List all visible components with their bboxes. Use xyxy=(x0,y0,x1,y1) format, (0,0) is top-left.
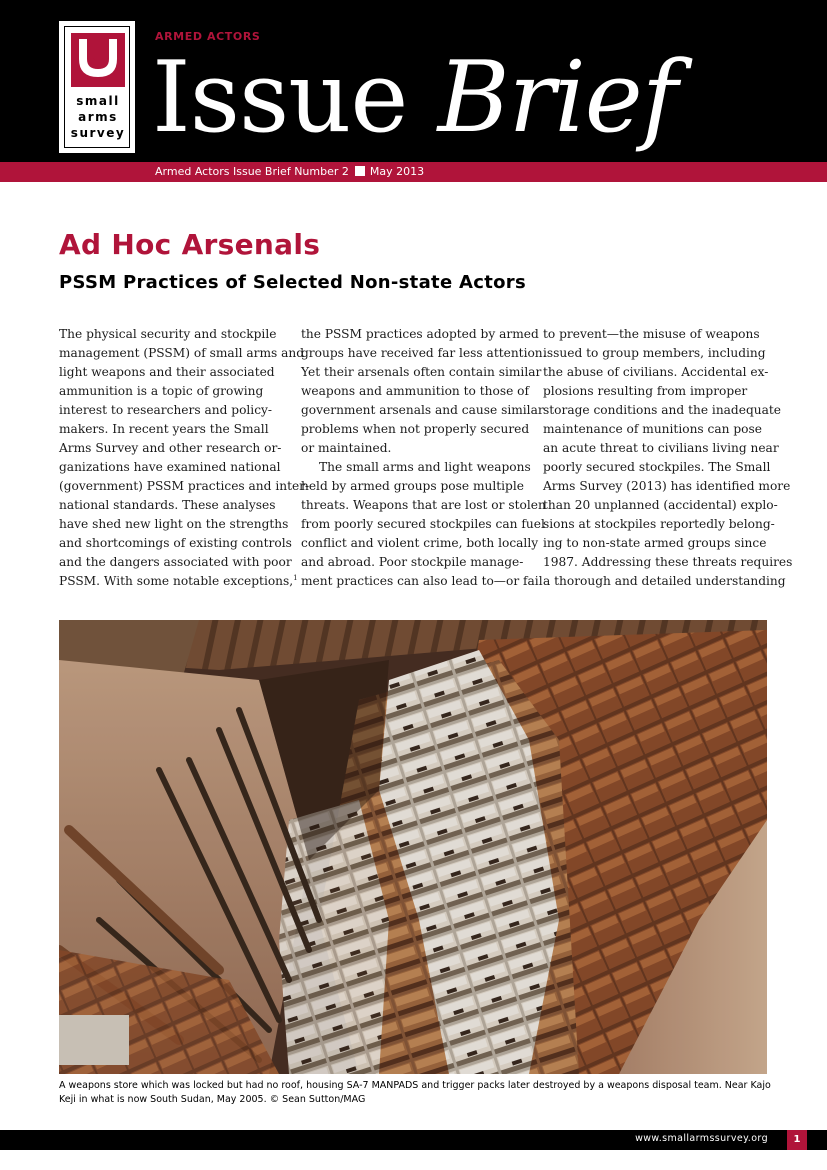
column-line-text: PSSM. With some notable exceptions, xyxy=(59,574,294,588)
column-line: 1987. Addressing these threats requires xyxy=(543,555,793,569)
footnote-marker[interactable]: 1 xyxy=(293,574,298,582)
article-title: Ad Hoc Arsenals xyxy=(59,228,321,261)
logo-wordmark xyxy=(65,93,131,141)
column-line: The small arms and light weapons xyxy=(319,460,531,474)
column-line: interest to researchers and policy- xyxy=(59,403,273,417)
column-line: the abuse of civilians. Accidental ex- xyxy=(543,365,769,379)
issue-number: Armed Actors Issue Brief Number 2 xyxy=(155,165,349,178)
column-line: light weapons and their associated xyxy=(59,365,275,379)
logo-line-1: small xyxy=(76,94,120,108)
weapons-store-photo xyxy=(59,620,767,1074)
column-line: ganizations have examined national xyxy=(59,460,281,474)
column-line: poorly secured stockpiles. The Small xyxy=(543,460,771,474)
column-line: a thorough and detailed understanding xyxy=(543,574,786,588)
column-line: problems when not properly secured xyxy=(301,422,530,436)
column-line: an acute threat to civilians living near xyxy=(543,441,779,455)
column-line: and shortcomings of existing controls xyxy=(59,536,292,550)
column-line: sions at stockpiles reportedly belong- xyxy=(543,517,775,531)
photo-caption: A weapons store which was locked but had no roof, housing SA-7 MANPADS and trigger packs later destroyed by a weapons disposal team. Near Kajo Keji in what is now South Sudan, May 2005. © Sean Sutton/MAG xyxy=(59,1080,771,1105)
column-line: issued to group members, including xyxy=(543,346,766,360)
column-line: makers. In recent years the Small xyxy=(59,422,269,436)
logo-line-3: survey xyxy=(70,126,126,140)
column-line: groups have received far less attention. xyxy=(301,346,547,360)
issue-line xyxy=(155,164,424,180)
column-line: held by armed groups pose multiple xyxy=(301,479,524,493)
column-line-last xyxy=(59,572,298,591)
column-line: (government) PSSM practices and inter- xyxy=(59,479,310,493)
column-line: The physical security and stockpile xyxy=(59,327,277,341)
page-footer xyxy=(0,1130,827,1150)
masthead-word-issue: Issue xyxy=(152,41,408,155)
column-line: than 20 unplanned (accidental) explo- xyxy=(543,498,778,512)
column-line: government arsenals and cause similar xyxy=(301,403,544,417)
website-link[interactable]: www.smallarmssurvey.org xyxy=(635,1133,768,1144)
series-kicker: ARMED ACTORS xyxy=(155,30,261,43)
column-line: the PSSM practices adopted by armed xyxy=(301,327,539,341)
column-line: threats. Weapons that are lost or stolen xyxy=(301,498,546,512)
column-line: from poorly secured stockpiles can fuel xyxy=(301,517,545,531)
column-line: management (PSSM) of small arms and xyxy=(59,346,305,360)
column-line: maintenance of munitions can pose xyxy=(543,422,762,436)
masthead-word-brief: Brief xyxy=(437,41,678,155)
small-arms-survey-logo xyxy=(59,21,135,153)
column-line: plosions resulting from improper xyxy=(543,384,748,398)
column-line: storage conditions and the inadequate xyxy=(543,403,781,417)
column-line: Arms Survey and other research or- xyxy=(59,441,282,455)
column-line: Yet their arsenals often contain similar xyxy=(301,365,542,379)
logo-emblem xyxy=(71,33,125,87)
issue-date: May 2013 xyxy=(369,165,425,178)
logo-line-2: arms xyxy=(78,110,118,124)
logo-hook-icon xyxy=(71,33,125,87)
column-line: ammunition is a topic of growing xyxy=(59,384,264,398)
column-line: and the dangers associated with poor xyxy=(59,555,292,569)
column-line: have shed new light on the strengths xyxy=(59,517,289,531)
column-line: to prevent—the misuse of weapons xyxy=(543,327,760,341)
column-line: national standards. These analyses xyxy=(59,498,276,512)
column-line: and abroad. Poor stockpile manage- xyxy=(301,555,524,569)
column-line: Arms Survey (2013) has identified more xyxy=(543,479,791,493)
column-line: ing to non-state armed groups since xyxy=(543,536,767,550)
masthead-title xyxy=(152,42,677,154)
separator-square-icon xyxy=(355,166,365,176)
column-line: or maintained. xyxy=(301,441,392,455)
column-line: ment practices can also lead to—or fail xyxy=(301,574,543,588)
column-line: conflict and violent crime, both locally xyxy=(301,536,539,550)
article-subtitle: PSSM Practices of Selected Non-state Actors xyxy=(59,272,526,293)
page-number: 1 xyxy=(787,1130,807,1150)
text-column-1 xyxy=(59,325,310,591)
text-column-3 xyxy=(543,325,793,591)
text-column-2 xyxy=(301,325,547,591)
photo-illustration xyxy=(59,620,767,1074)
column-line: weapons and ammunition to those of xyxy=(301,384,530,398)
